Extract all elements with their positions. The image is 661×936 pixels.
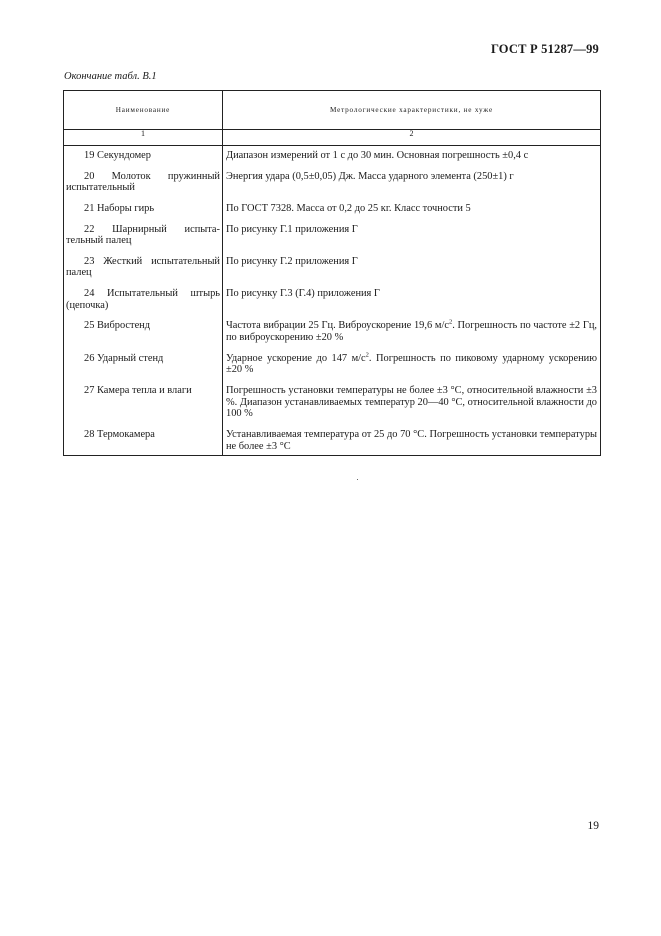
instrument-characteristics: По ГОСТ 7328. Масса от 0,2 до 25 кг. Класс точности 5 xyxy=(223,199,601,220)
column-number-2: 2 xyxy=(223,130,601,146)
column-number-row xyxy=(64,130,601,146)
column-number-1: 1 xyxy=(64,130,223,146)
instrument-name: 21 Наборы гирь xyxy=(64,199,223,220)
instrument-name: 19 Секундомер xyxy=(64,146,223,167)
table-row xyxy=(64,381,601,425)
column-header-name: Наименование xyxy=(64,91,223,130)
instrument-name: 23 Жесткий испытательный палец xyxy=(64,252,223,284)
table-row xyxy=(64,316,601,348)
table-row xyxy=(64,146,601,167)
table-row xyxy=(64,167,601,199)
document-code: ГОСТ Р 51287—99 xyxy=(490,42,599,56)
instrument-characteristics: По рисунку Г.2 приложения Г xyxy=(223,252,601,284)
scan-speck xyxy=(357,479,358,480)
instrument-name: 28 Термокамера xyxy=(64,425,223,456)
instrument-characteristics: Ударное ускорение до 147 $м/с^2$. Погрешность по пиковому ударному ускорению ±20 % xyxy=(223,349,601,381)
table-header-row xyxy=(64,91,601,130)
instrument-name: 22 Шарнирный испыта-тельный палец xyxy=(64,220,223,252)
specifications-table xyxy=(63,90,601,456)
table-caption: Окончание табл. В.1 xyxy=(64,71,157,82)
instrument-characteristics: По рисунку Г.3 (Г.4) приложения Г xyxy=(223,284,601,316)
page-number: 19 xyxy=(587,820,599,832)
instrument-name: 26 Ударный стенд xyxy=(64,349,223,381)
instrument-characteristics: Погрешность установки температуры не более ±3 °С, относительной влажности ±3 %. Диапазон устанавливаемых температур 20—40 °С, относительной влажности до 100 % xyxy=(223,381,601,425)
instrument-characteristics: Энергия удара (0,5±0,05) Дж. Масса ударного элемента (250±1) г xyxy=(223,167,601,199)
instrument-name: 24 Испытательный штырь (цепочка) xyxy=(64,284,223,316)
superscript-two: 2 xyxy=(448,318,453,326)
instrument-name: 25 Вибростенд xyxy=(64,316,223,348)
instrument-name: 27 Камера тепла и влаги xyxy=(64,381,223,425)
table-row xyxy=(64,349,601,381)
column-header-characteristics: Метрологические характеристики, не хуже xyxy=(223,91,601,130)
table-row xyxy=(64,252,601,284)
instrument-characteristics: По рисунку Г.1 приложения Г xyxy=(223,220,601,252)
instrument-characteristics: Частота вибрации 25 Гц. Виброускорение 19,6 $м/с^2$. Погрешность по частоте ±2 Гц, по виброускорению ±20 % xyxy=(223,316,601,348)
superscript-two: 2 xyxy=(365,351,369,359)
instrument-name: 20 Молоток пружинный испытательный xyxy=(64,167,223,199)
table-row xyxy=(64,284,601,316)
table-row xyxy=(64,220,601,252)
table-row xyxy=(64,425,601,456)
table-row xyxy=(64,199,601,220)
instrument-characteristics: Диапазон измерений от 1 с до 30 мин. Основная погрешность ±0,4 с xyxy=(223,146,601,167)
instrument-characteristics: Устанавливаемая температура от 25 до 70 °С. Погрешность установки температуры не более ±3 °С xyxy=(223,425,601,456)
